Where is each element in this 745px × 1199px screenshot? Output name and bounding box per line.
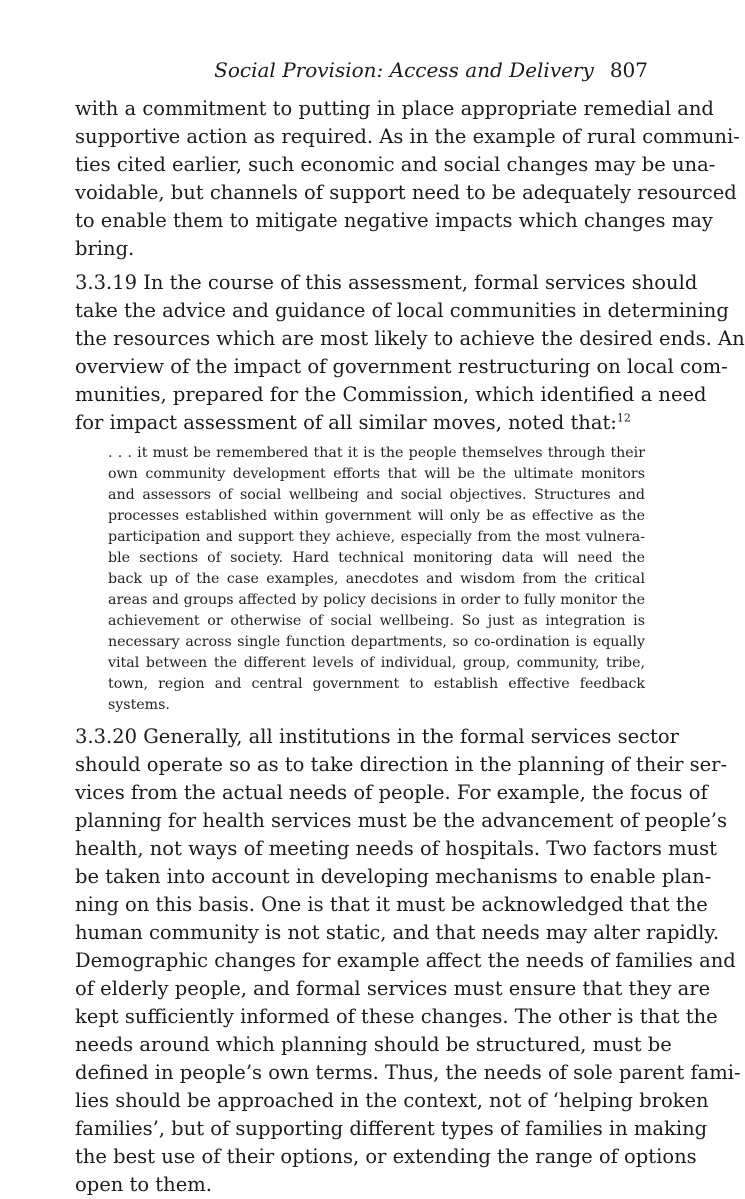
quote-line: ble sections of society. Hard technical monitoring data will need the xyxy=(108,550,645,566)
text-line: to enable them to mitigate negative impacts which changes may xyxy=(75,209,713,232)
footnote-reference: 12 xyxy=(616,411,631,425)
quote-line: participation and support they achieve, especially from the most vulnera- xyxy=(108,529,645,545)
text-line: families’, but of supporting different types of families in making xyxy=(75,1117,708,1140)
text-line: the resources which are most likely to achieve the desired ends. An xyxy=(75,327,745,350)
text-line: the best use of their options, or extending the range of options xyxy=(75,1145,697,1168)
text-line: be taken into account in developing mechanisms to enable plan- xyxy=(75,865,712,888)
running-head xyxy=(214,58,648,82)
text-line: overview of the impact of government restructuring on local com- xyxy=(75,355,728,378)
text-line: planning for health services must be the advancement of people’s xyxy=(75,809,727,832)
quote-line: town, region and central government to establish effective feedback xyxy=(108,676,645,692)
running-title: Social Provision: Access and Delivery xyxy=(214,58,594,82)
text-line: voidable, but channels of support need to be adequately resourced xyxy=(75,181,737,204)
text-line: health, not ways of meeting needs of hospitals. Two factors must xyxy=(75,837,717,860)
text-line: supportive action as required. As in the example of rural communi- xyxy=(75,125,740,148)
quote-line: vital between the different levels of individual, group, community, tribe, xyxy=(108,655,645,671)
quote-line: back up of the case examples, anecdotes and wisdom from the critical xyxy=(108,571,645,587)
text-line: should operate so as to take direction in the planning of their ser- xyxy=(75,753,728,776)
text-line: take the advice and guidance of local communities in determining xyxy=(75,299,729,322)
text-line: defined in people’s own terms. Thus, the needs of sole parent fami- xyxy=(75,1061,741,1084)
text-line: kept sufficiently informed of these changes. The other is that the xyxy=(75,1005,718,1028)
text-line: with a commitment to putting in place appropriate remedial and xyxy=(75,97,714,120)
text-line: Demographic changes for example affect the needs of families and xyxy=(75,949,736,972)
text-line: ning on this basis. One is that it must be acknowledged that the xyxy=(75,893,708,916)
quote-line: own community development efforts that will be the ultimate monitors xyxy=(108,466,645,482)
page-number: 807 xyxy=(609,58,648,82)
quote-line: processes established within government will only be as effective as the xyxy=(108,508,645,524)
quote-line: . . . it must be remembered that it is the people themselves through their xyxy=(108,445,645,461)
quote-line: and assessors of social wellbeing and social objectives. Structures and xyxy=(108,487,645,503)
text-line: ties cited earlier, such economic and social changes may be una- xyxy=(75,153,716,176)
text-line: 3.3.20 Generally, all institutions in the formal services sector xyxy=(75,725,679,748)
text-line: of elderly people, and formal services must ensure that they are xyxy=(75,977,711,1000)
text-line: needs around which planning should be structured, must be xyxy=(75,1033,672,1056)
text-line-content: for impact assessment of all similar moves, noted that: xyxy=(75,411,617,434)
text-line: munities, prepared for the Commission, which identified a need xyxy=(75,383,707,406)
text-line: 3.3.19 In the course of this assessment, formal services should xyxy=(75,271,698,294)
quote-line: necessary across single function departments, so co-ordination is equally xyxy=(108,634,645,650)
quote-line: systems. xyxy=(108,697,170,713)
text-line: vices from the actual needs of people. For example, the focus of xyxy=(75,781,708,804)
quote-line: areas and groups affected by policy decisions in order to fully monitor the xyxy=(108,592,645,608)
quote-line: achievement or otherwise of social wellbeing. So just as integration is xyxy=(108,613,645,629)
text-line: lies should be approached in the context, not of ‘helping broken xyxy=(75,1089,709,1112)
text-line: open to them. xyxy=(75,1173,212,1196)
text-line: bring. xyxy=(75,237,135,260)
text-line xyxy=(75,409,647,437)
text-line: human community is not static, and that needs may alter rapidly. xyxy=(75,921,720,944)
